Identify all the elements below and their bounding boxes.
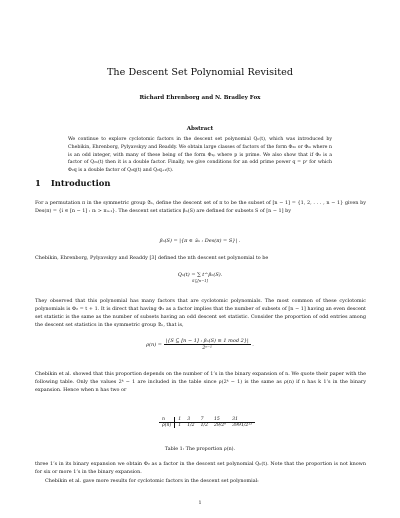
equation-3-denominator: 2ⁿ⁻¹ xyxy=(202,345,213,351)
section-title: Introduction xyxy=(50,178,111,188)
page-number: 1 xyxy=(198,501,202,506)
equation-3-numerator: |{S ⊆ [n − 1] : βₙ(S) ≡ 1 mod 2}| xyxy=(165,338,249,344)
equation-1: βₙ(S) = |{π ∈ 𝔖ₙ : Des(π) = S}| . xyxy=(159,238,241,244)
proportion-table xyxy=(159,417,255,428)
equation-3-end: . xyxy=(252,342,254,348)
table-caption: Table 1: The proportion ρ(n). xyxy=(164,447,236,452)
equation-3-lhs: ρ(n) = xyxy=(146,342,162,348)
table-cell: 15 xyxy=(211,417,229,423)
paragraph-5: three 1’s in its binary expansion we obtain Φ₂ as a factor in the descent set polynomial Qₙ(t). Note that the proportion is not known for six or more 1’s in the binary expansion. xyxy=(35,461,366,476)
equation-2 xyxy=(0,272,400,283)
table-cell: 31 xyxy=(229,417,255,423)
paper-authors: Richard Ehrenborg and N. Bradley Fox xyxy=(139,95,261,101)
section-number: 1 xyxy=(35,178,41,188)
table-cell: 7 xyxy=(198,417,211,423)
table-row xyxy=(159,423,255,429)
equation-3 xyxy=(0,338,400,351)
paragraph-6: Chebikin et al. gave more results for cyclotomic factors in the descent set polynomial: xyxy=(45,478,259,484)
table-row-label: ρ(n) xyxy=(159,423,175,429)
equation-2-subscript: S⊆[n−1] xyxy=(192,279,208,283)
table-cell: 1/2 xyxy=(187,423,195,428)
abstract-text: We continue to explore cyclotomic factors in the descent set polynomial Qₙ(t), which was introduced by Chebikin, Ehrenborg, Pylyavskyy and Readdy. We obtain large classes of factors of the form Φ₂ₙ or Φₘ where n is an odd integer, with many of these being of the form Φ₂ₚ where p is prime. We also show that if Φ₂ is a factor of Q₂ₙ(t) then it is a double factor. Finally, we give conditions for an odd prime power q = pʳ for which Φ₂q is a double factor of Q₂q(t) and Q₂q₊₁(t). xyxy=(68,137,332,174)
equation-2-body: Qₙ(t) = ∑ t^βₙ(S). xyxy=(177,272,223,278)
paragraph-4: Chebikin et al. showed that this proportion depends on the number of 1’s in the binary expansion of n. We quote their paper with the following table. Only the values 2ᵏ − 1 are included in the table since ρ(2ᵏ − 1) is the same as ρ(n) if n has k 1’s in the binary expansion. Hence when n has two or xyxy=(35,371,366,394)
table-cell: 1 xyxy=(175,417,184,423)
table-cell: 29/2⁶ xyxy=(214,423,227,428)
paragraph-3: They observed that this polynomial has many factors that are cyclotomic polynomials. The most common of these cyclotomic polynomials is Φ₂ = t + 1. It is direct that having Φ₂ as a factor implies that the number of subsets of [n − 1] having an even descent set statistic is the same as the number of subsets having an odd descent set statistic. Consider the proportion of odd entries among the descent set statistics in the symmetric group 𝔖ₙ, that is, xyxy=(35,298,366,329)
paragraph-2: Chebikin, Ehrenborg, Pylyavskyy and Readdy [3] defined the nth descent set polynomial to be xyxy=(35,255,269,261)
table-cell: 1/2 xyxy=(200,423,208,428)
table-cell: 3 xyxy=(184,417,197,423)
abstract-heading: Abstract xyxy=(186,126,214,132)
section-heading xyxy=(35,178,110,188)
table-row-label: n xyxy=(159,417,175,423)
table-cell: 3991/2¹³ xyxy=(232,423,253,428)
paragraph-1: For a permutation π in the symmetric group 𝔖ₙ, define the descent set of π to be the subset of [n − 1] = {1, 2, . . . , n − 1} given by Des(π) = {i ∈ [n − 1] : πᵢ > πᵢ₊₁}. The descent set statistics βₙ(S) are defined for subsets S of [n − 1] by xyxy=(35,200,366,215)
table-cell: 1 xyxy=(178,423,182,428)
equation-3-fraction xyxy=(164,338,251,351)
paper-title: The Descent Set Polynomial Revisited xyxy=(106,67,294,78)
